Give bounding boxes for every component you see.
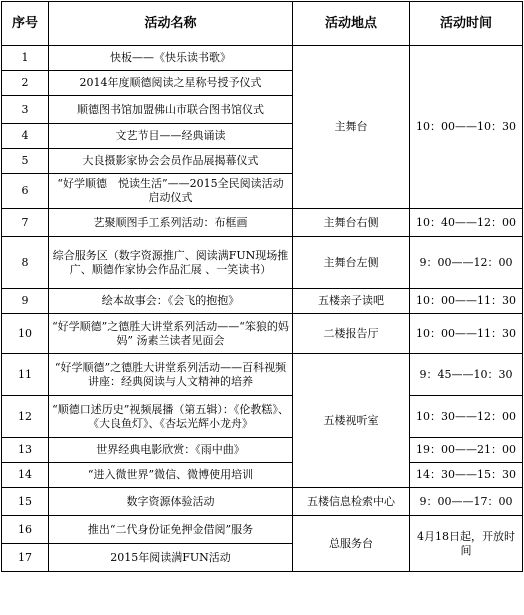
- row-num: 16: [2, 516, 49, 544]
- row-num: 2: [2, 71, 49, 96]
- row-time: 14：30——15：30: [410, 463, 523, 488]
- table-row: [2, 516, 523, 544]
- header-place: 活动地点: [293, 2, 410, 46]
- row-name: “好学顺德”之德胜大讲堂系列活动——百科视频讲座：经典阅读与人文精神的培养: [49, 354, 293, 396]
- table-row: [2, 46, 523, 71]
- row-num: 10: [2, 314, 49, 354]
- row-name: 2014年度顺德阅读之星称号授予仪式: [49, 71, 293, 96]
- row-num: 17: [2, 544, 49, 572]
- row-num: 11: [2, 354, 49, 396]
- row-name: 世界经典电影欣赏：《雨中曲》: [49, 438, 293, 463]
- table-row: [2, 488, 523, 516]
- row-place: 五楼亲子读吧: [293, 289, 410, 314]
- row-name: 绘本故事会：《会飞的抱抱》: [49, 289, 293, 314]
- row-num: 3: [2, 96, 49, 124]
- table-row: [2, 289, 523, 314]
- service-desk-time: 4月18日起，开放时间: [410, 516, 523, 572]
- table-row: [2, 237, 523, 289]
- row-num: 15: [2, 488, 49, 516]
- row-num: 4: [2, 124, 49, 149]
- row-name: 大良摄影家协会会员作品展揭幕仪式: [49, 149, 293, 174]
- row-num: 5: [2, 149, 49, 174]
- row-num: 6: [2, 174, 49, 209]
- row-name: 快板——《快乐读书歌》: [49, 46, 293, 71]
- header-time: 活动时间: [410, 2, 523, 46]
- row-time: 9：00——17：00: [410, 488, 523, 516]
- main-stage-place: 主舞台: [293, 46, 410, 209]
- row-place: 主舞台右侧: [293, 209, 410, 237]
- table-row: [2, 354, 523, 396]
- row-place: 五楼信息检索中心: [293, 488, 410, 516]
- activity-table: [1, 1, 523, 572]
- row-name: “好学顺德 悦读生活”——2015全民阅读活动启动仪式: [49, 174, 293, 209]
- row-time: 9：45——10：30: [410, 354, 523, 396]
- row-name: 文艺节目——经典诵读: [49, 124, 293, 149]
- header-name: 活动名称: [49, 2, 293, 46]
- row-num: 1: [2, 46, 49, 71]
- header-row: [2, 2, 523, 46]
- row-name: 艺聚顺图手工系列活动：布框画: [49, 209, 293, 237]
- row-time: 10：00——11：30: [410, 289, 523, 314]
- row-place: 主舞台左侧: [293, 237, 410, 289]
- row-name: 推出“二代身份证免押金借阅”服务: [49, 516, 293, 544]
- row-name: 顺德图书馆加盟佛山市联合图书馆仪式: [49, 96, 293, 124]
- row-time: 10：00——11：30: [410, 314, 523, 354]
- row-num: 8: [2, 237, 49, 289]
- row-time: 10：40——12：00: [410, 209, 523, 237]
- table-row: [2, 396, 523, 438]
- row-time: 9：00——12：00: [410, 237, 523, 289]
- row-num: 13: [2, 438, 49, 463]
- table-row: [2, 463, 523, 488]
- row-name: 综合服务区（数字资源推广、阅读满FUN现场推广、顺德作家协会作品汇展 、一笑读书）: [49, 237, 293, 289]
- table-row: [2, 209, 523, 237]
- table-row: [2, 438, 523, 463]
- row-name: “进入微世界”微信、微博使用培训: [49, 463, 293, 488]
- row-num: 7: [2, 209, 49, 237]
- row-name: “顺德口述历史”视频展播（第五辑）：《伦教糕》、《大良鱼灯》、《杏坛光辉小龙舟》: [49, 396, 293, 438]
- row-time: 19：00——21：00: [410, 438, 523, 463]
- row-name: 2015年阅读满FUN活动: [49, 544, 293, 572]
- row-num: 14: [2, 463, 49, 488]
- main-stage-time: 10：00——10：30: [410, 46, 523, 209]
- row-name: 数字资源体验活动: [49, 488, 293, 516]
- row-num: 12: [2, 396, 49, 438]
- row-time: 10：30——12：00: [410, 396, 523, 438]
- header-num: 序号: [2, 2, 49, 46]
- row-num: 9: [2, 289, 49, 314]
- service-desk-place: 总服务台: [293, 516, 410, 572]
- table-row: [2, 314, 523, 354]
- row-place: 二楼报告厅: [293, 314, 410, 354]
- fifth-floor-place: 五楼视听室: [293, 354, 410, 488]
- row-name: “好学顺德”之德胜大讲堂系列活动——“笨狼的妈妈” 汤素兰读者见面会: [49, 314, 293, 354]
